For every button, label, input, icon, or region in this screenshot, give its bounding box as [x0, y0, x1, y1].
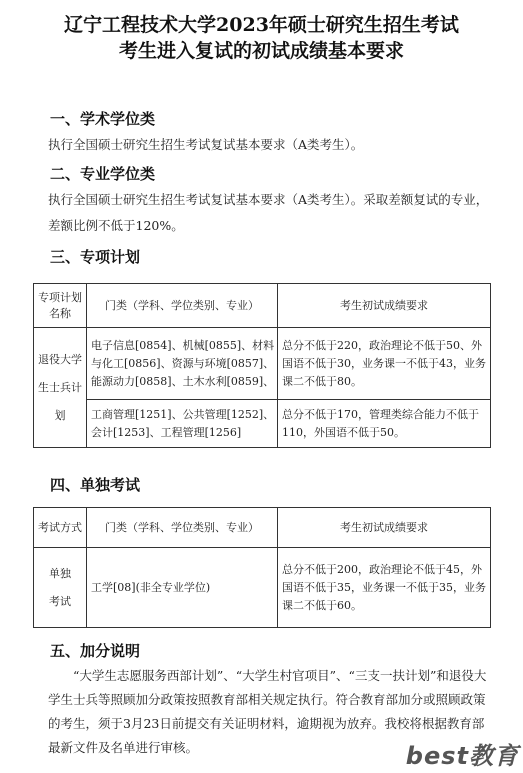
table1-header-requirement: 考生初试成绩要求 — [278, 284, 491, 328]
table2-method: 单独考试 — [34, 548, 87, 628]
table1-row1-category: 电子信息[0854]、机械[0855]、材料与化工[0856]、资源与环境[0857]、能源动力[0858]、土木水利[0859]、 — [87, 328, 278, 400]
table2-row1-requirement: 总分不低于200，政治理论不低于45，外国语不低于35，业务课一不低于35，业务课二不低于60。 — [278, 548, 491, 628]
document-title-line2: 考生进入复试的初试成绩基本要求 — [118, 40, 404, 62]
table2-row1-category: 工学[08](非全专业学位) — [87, 548, 278, 628]
section-heading-5: 五、加分说明 — [50, 642, 141, 660]
section-2-text: 执行全国硕士研究生招生考试复试基本要求（A类考生）。采取差额复试的专业，差额比例不低于120%。 — [48, 192, 489, 233]
separate-exam-table — [33, 507, 491, 628]
section-heading-2: 二、专业学位类 — [50, 165, 156, 183]
section-heading-4: 四、单独考试 — [50, 476, 141, 494]
table1-header-plan: 专项计划名称 — [34, 284, 87, 328]
watermark-logo: best教育 — [405, 742, 519, 770]
table2-header-method: 考试方式 — [34, 508, 87, 548]
table1-plan-name: 退役大学生士兵计划 — [34, 328, 87, 448]
table2-header-requirement: 考生初试成绩要求 — [278, 508, 491, 548]
special-plan-table — [33, 283, 491, 448]
table2-header-category: 门类（学科、学位类别、专业） — [87, 508, 278, 548]
table1-header-category: 门类（学科、学位类别、专业） — [87, 284, 278, 328]
section-heading-1: 一、学术学位类 — [50, 110, 156, 128]
table1-row1-requirement: 总分不低于220，政治理论不低于50、外国语不低于30，业务课一不低于43，业务课二不低于80。 — [278, 328, 491, 400]
table1-row2-category: 工商管理[1251]、公共管理[1252]、会计[1253]、工程管理[1256] — [87, 400, 278, 448]
document-title-line1: 辽宁工程技术大学2023年硕士研究生招生考试 — [64, 14, 459, 36]
section-heading-3: 三、专项计划 — [50, 248, 141, 266]
section-5-text: “大学生志愿服务西部计划”、“大学生村官项目”、“三支一扶计划”和退役大学生士兵等照顾加分政策按照教育部相关规定执行。符合教育部加分或照顾政策的考生，须于3月23日前提交有关证明材料，逾期视为放弃。我校将根据教育部最新文件及名单进行审核。 — [48, 668, 487, 755]
table1-row2-requirement: 总分不低于170，管理类综合能力不低于110，外国语不低于50。 — [278, 400, 491, 448]
section-1-text: 执行全国硕士研究生招生考试复试基本要求（A类考生）。 — [48, 137, 364, 152]
